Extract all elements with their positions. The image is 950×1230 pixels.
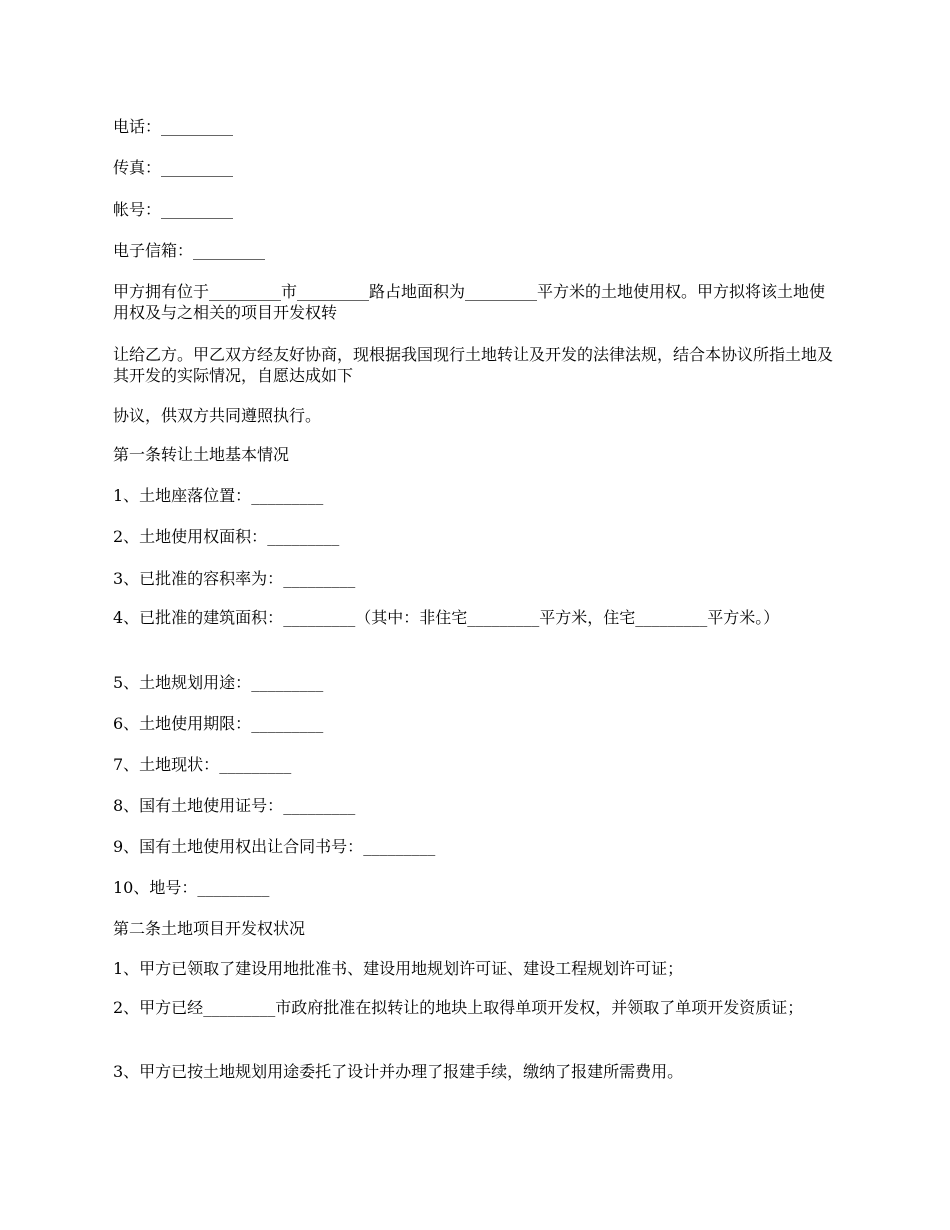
- phone-line: [113, 116, 233, 137]
- article-1-item-1: [113, 485, 323, 506]
- item-1-blank: _________: [251, 486, 324, 505]
- item-2-label: 2、土地使用权面积：: [113, 527, 268, 546]
- intro-p1-b: 市: [281, 282, 298, 301]
- intro-p1-a: 甲方拥有位于: [113, 282, 210, 301]
- fax-line: [113, 157, 233, 178]
- item-7-label: 7、土地现状：: [113, 755, 220, 774]
- account-blank: _________: [161, 200, 234, 219]
- item-8-label: 8、国有土地使用证号：: [113, 796, 284, 815]
- item-1-label: 1、土地座落位置：: [113, 486, 252, 505]
- intro-paragraph-1: [113, 281, 840, 323]
- article-2-item-2-rest: 市政府批准在拟转让的地块上取得单项开发权，并领取了单项开发资质证；: [275, 998, 804, 1017]
- article-1-item-7: [113, 754, 291, 775]
- article-1-item-10: [113, 877, 269, 898]
- phone-blank: _________: [161, 117, 234, 136]
- article-1-item-8: [113, 795, 355, 816]
- residential-blank: _________: [635, 608, 708, 627]
- article-1-title: 第一条转让土地基本情况: [113, 445, 290, 464]
- intro-paragraph-2: 让给乙方。甲乙双方经友好协商，现根据我国现行土地转让及开发的法律法规，结合本协议所指土地及其开发的实际情况，自愿达成如下: [113, 345, 834, 385]
- item-4-unit: 平方米。）: [707, 608, 780, 627]
- intro-p1-d: 平方米的土地使用权。甲方拟将该土地使用权及与之相关的项目开发权转: [113, 282, 826, 322]
- item-5-label: 5、土地规划用途：: [113, 673, 252, 692]
- article-2-item-1: 1、甲方已领取了建设用地批准书、建设用地规划许可证、建设工程规划许可证；: [113, 959, 684, 978]
- article-2-item-2: [113, 997, 840, 1018]
- item-4-nonresidential-label: （其中：非住宅: [355, 608, 468, 627]
- item-9-label: 9、国有土地使用权出让合同书号：: [113, 837, 364, 856]
- government-blank: _________: [203, 998, 276, 1017]
- email-label: 电子信箱：: [113, 241, 194, 260]
- phone-label: 电话：: [113, 117, 162, 136]
- item-4-label: 4、已批准的建筑面积：: [113, 608, 284, 627]
- article-1-item-5: [113, 672, 323, 693]
- article-1-item-6: [113, 713, 323, 734]
- item-2-blank: _________: [267, 527, 340, 546]
- article-1-item-3: [113, 568, 355, 589]
- article-2-item-2-lead: 2、甲方已经: [113, 998, 204, 1017]
- area-blank: _________: [465, 282, 538, 301]
- account-label: 帐号：: [113, 200, 162, 219]
- item-3-label: 3、已批准的容积率为：: [113, 569, 284, 588]
- item-8-blank: _________: [283, 796, 356, 815]
- fax-label: 传真：: [113, 158, 162, 177]
- item-6-blank: _________: [251, 714, 324, 733]
- road-blank: _________: [297, 282, 370, 301]
- nonresidential-blank: _________: [467, 608, 540, 627]
- item-5-blank: _________: [251, 673, 324, 692]
- article-1-item-4: [113, 607, 840, 628]
- city-blank: _________: [209, 282, 282, 301]
- item-9-blank: _________: [363, 837, 436, 856]
- article-2-title: 第二条土地项目开发权状况: [113, 919, 306, 938]
- intro-paragraph-3: 协议，供双方共同遵照执行。: [113, 406, 322, 425]
- item-7-blank: _________: [219, 755, 292, 774]
- item-10-blank: _________: [197, 878, 270, 897]
- account-line: [113, 199, 233, 220]
- intro-p1-c: 路占地面积为: [369, 282, 466, 301]
- email-blank: _________: [193, 241, 266, 260]
- item-4-residential-label: 平方米，住宅: [539, 608, 636, 627]
- item-3-blank: _________: [283, 569, 356, 588]
- email-line: [113, 240, 265, 261]
- fax-blank: _________: [161, 158, 234, 177]
- item-10-label: 10、地号：: [113, 878, 198, 897]
- item-6-label: 6、土地使用期限：: [113, 714, 252, 733]
- article-2-item-3: 3、甲方已按土地规划用途委托了设计并办理了报建手续，缴纳了报建所需费用。: [113, 1062, 684, 1081]
- item-4-blank: _________: [283, 608, 356, 627]
- article-1-item-9: [113, 836, 435, 857]
- article-1-item-2: [113, 526, 339, 547]
